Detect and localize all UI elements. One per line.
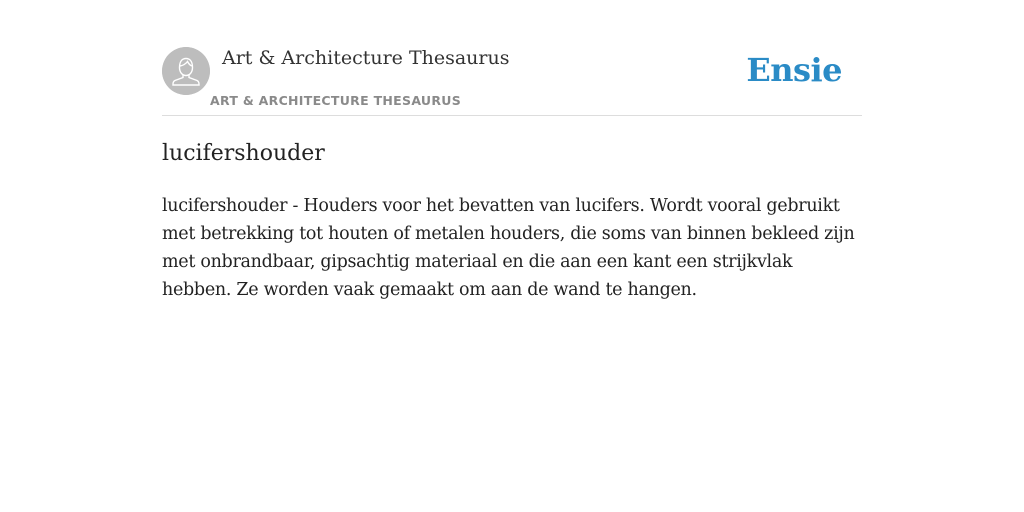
avatar[interactable] [162,47,210,95]
brand-logo[interactable]: Ensie [746,51,842,89]
site-subtitle[interactable]: ART & ARCHITECTURE THESAURUS [210,93,462,108]
definition-text: lucifershouder - Houders voor het bevatten van lucifers. Wordt vooral gebruikt met betrekking tot houten of metalen houders, die soms van binnen bekleed zijn met onbrandbaar, gipsachtig materiaal en die aan een kant een strijkvlak hebben. Ze worden vaak gemaakt om aan de wand te hangen. [162,196,855,300]
page-title: lucifershouder [162,141,325,166]
user-icon [162,47,210,95]
site-header [162,0,862,116]
site-title[interactable]: Art & Architecture Thesaurus [222,47,510,69]
